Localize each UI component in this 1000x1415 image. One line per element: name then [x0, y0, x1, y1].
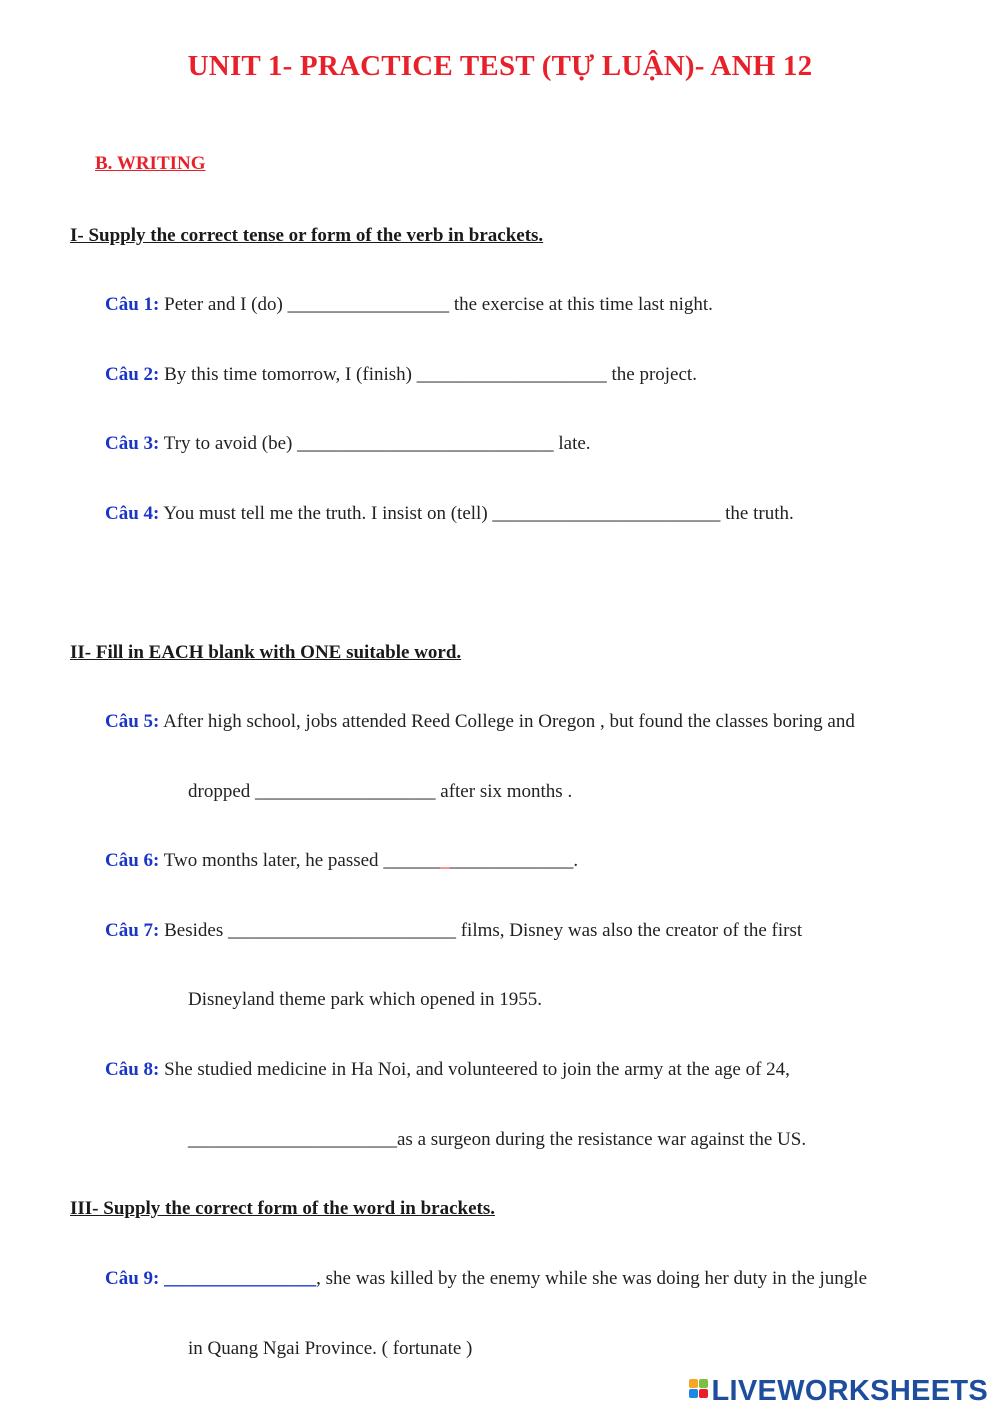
answer-blank-3[interactable]: ___________________________: [297, 433, 554, 454]
part3-heading: III- Supply the correct form of the word in brackets.: [70, 1198, 495, 1219]
question-7-continued: Disneyland theme park which opened in 1955.: [188, 989, 543, 1010]
answer-blank-6[interactable]: [383, 850, 573, 871]
question-number: Câu 1:: [105, 294, 160, 315]
question-text: You must tell me the truth. I insist on (tell): [159, 503, 493, 524]
page-title: UNIT 1- PRACTICE TEST (TỰ LUẬN)- ANH 12: [187, 50, 813, 82]
question-text: after six months .: [435, 781, 573, 802]
question-number: Câu 5:: [105, 711, 160, 732]
question-number: Câu 7:: [105, 920, 160, 941]
answer-blank-1[interactable]: _________________: [287, 294, 450, 315]
question-7: [105, 921, 802, 940]
answer-blank-7[interactable]: ________________________: [227, 920, 456, 941]
question-5: [105, 712, 855, 731]
answer-blank-2[interactable]: ____________________: [416, 364, 607, 385]
question-text: Two months later, he passed: [159, 850, 384, 871]
question-text: the project.: [606, 364, 697, 385]
question-text: films, Disney was also the creator of the first: [455, 920, 803, 941]
answer-blank-8[interactable]: ______________________: [188, 1129, 397, 1150]
question-6: [105, 851, 578, 870]
logo-text: LIVEWORKSHEETS: [711, 1375, 988, 1407]
question-text: Try to avoid (be): [159, 433, 298, 454]
question-number: Câu 8:: [105, 1059, 160, 1080]
answer-blank-5[interactable]: ___________________: [255, 781, 436, 802]
question-3: [105, 434, 591, 453]
question-text: .: [573, 850, 579, 871]
liveworksheets-logo-icon: [689, 1379, 709, 1405]
answer-blank-4[interactable]: ________________________: [492, 503, 721, 524]
question-text: She studied medicine in Ha Noi, and volunteered to join the army at the age of 24,: [159, 1059, 790, 1080]
blank-segment: _____________: [449, 850, 574, 871]
question-text: Besides: [159, 920, 228, 941]
question-text: By this time tomorrow, I (finish): [159, 364, 417, 385]
blank-segment: ______: [383, 850, 441, 871]
part1-heading: I- Supply the correct tense or form of the verb in brackets.: [70, 225, 544, 246]
question-5-continued: [188, 782, 572, 801]
question-8-continued: [188, 1130, 806, 1149]
question-text: dropped: [188, 781, 256, 802]
question-text: the truth.: [720, 503, 794, 524]
question-text: late.: [553, 433, 591, 454]
question-number: Câu 2:: [105, 364, 160, 385]
question-9: [105, 1269, 867, 1288]
question-2: [105, 365, 697, 384]
question-text: After high school, jobs attended Reed College in Oregon , but found the classes boring and: [159, 711, 855, 732]
question-text: Peter and I (do): [159, 294, 288, 315]
question-number: Câu 9:: [105, 1268, 160, 1289]
part2-heading: II- Fill in EACH blank with ONE suitable word.: [70, 642, 462, 663]
question-text: as a surgeon during the resistance war against the US.: [397, 1129, 807, 1150]
question-text: , she was killed by the enemy while she was doing her duty in the jungle: [316, 1268, 868, 1289]
question-8: [105, 1060, 790, 1079]
question-4: [105, 504, 794, 523]
blank-segment-red: _: [440, 850, 450, 871]
question-text: the exercise at this time last night.: [449, 294, 713, 315]
question-number: Câu 3:: [105, 433, 160, 454]
answer-blank-9[interactable]: ________________: [164, 1268, 317, 1289]
question-number: Câu 4:: [105, 503, 160, 524]
question-9-continued: in Quang Ngai Province. ( fortunate ): [188, 1338, 473, 1359]
question-number: Câu 6:: [105, 850, 160, 871]
section-heading: B. WRITING: [95, 153, 206, 174]
liveworksheets-logo: [689, 1377, 989, 1406]
question-1: [105, 295, 713, 314]
